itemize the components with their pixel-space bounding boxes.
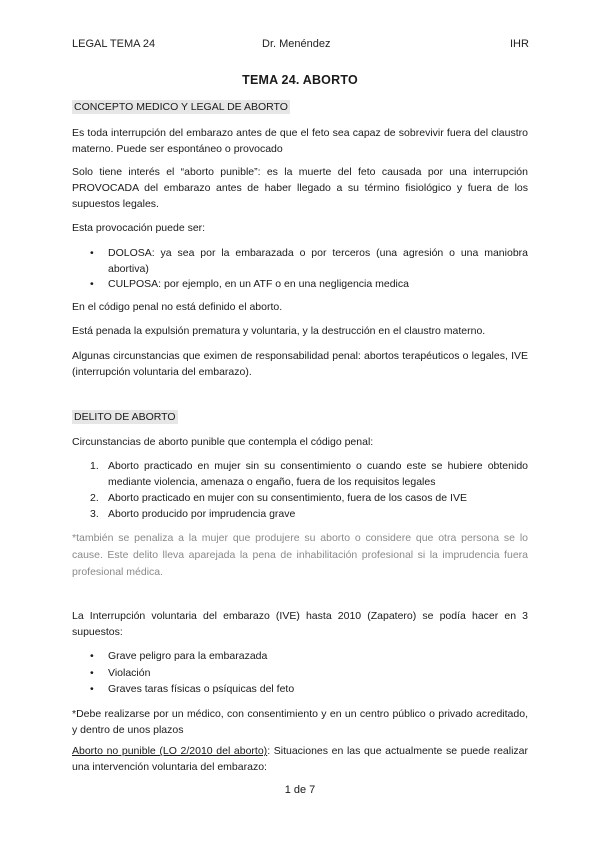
list-number: 3. (90, 508, 99, 520)
paragraph: *Debe realizarse por un médico, con consentimiento y en un centro público o privado acreditado, y dentro de unos plazos (72, 708, 528, 736)
list-item: Violación (108, 667, 151, 679)
section-heading-delito: DELITO DE ABORTO (74, 411, 176, 423)
paragraph: Está penada la expulsión prematura y voluntaria, y la destrucción en el claustro materno. (72, 325, 486, 337)
paragraph: Algunas circunstancias que eximen de responsabilidad penal: abortos terapéuticos o legales, IVE (interrupción voluntaria del embarazo). (72, 350, 528, 378)
list-item: Aborto producido por imprudencia grave (108, 508, 296, 520)
paragraph: La Interrupción voluntaria del embarazo (IVE) hasta 2010 (Zapatero) se podía hacer en 3 supuestos: (72, 610, 528, 638)
list-item: CULPOSA: por ejemplo, en un ATF o en una negligencia medica (108, 278, 409, 290)
bullet-icon: • (90, 667, 94, 679)
aborto-no-punible-heading: Aborto no punible (LO 2/2010 del aborto) (72, 745, 268, 757)
bullet-icon: • (90, 278, 94, 290)
paragraph: En el código penal no está definido el aborto. (72, 301, 283, 313)
paragraph: Solo tiene interés el “aborto punible”: es la muerte del feto causada por una interrupción PROVOCADA del embarazo antes de haber llegado a su término fisiológico y fuera de los supuestos legales. (72, 166, 528, 210)
list-number: 1. (90, 460, 99, 472)
list-item: DOLOSA: ya sea por la embarazada o por terceros (una agresión o una maniobra abortiva) (108, 247, 528, 275)
note-paragraph: *también se penaliza a la mujer que produjere su aborto o considere que otra persona se lo cause. Este delito lleva aparejada la pena de inhabilitación profesional si la imprudencia fuera profesional médica. (72, 532, 528, 578)
bullet-icon: • (90, 247, 94, 259)
bullet-icon: • (90, 683, 94, 695)
header-left: LEGAL TEMA 24 (72, 38, 156, 50)
document-title: TEMA 24. ABORTO (242, 73, 358, 87)
list-item: Grave peligro para la embarazada (108, 650, 268, 662)
paragraph (72, 743, 528, 775)
header-right: IHR (510, 38, 529, 50)
list-number: 2. (90, 492, 99, 504)
paragraph: Esta provocación puede ser: (72, 222, 206, 234)
page-number: 1 de 7 (284, 784, 316, 796)
paragraph-rest: : Situaciones en las que actualmente se puede realizar una intervención voluntaria del embarazo: (72, 745, 528, 773)
paragraph: Es toda interrupción del embarazo antes de que el feto sea capaz de sobrevivir fuera del claustro materno. Puede ser espontáneo o provocado (72, 127, 528, 155)
section-heading-concepto: CONCEPTO MEDICO Y LEGAL DE ABORTO (74, 101, 288, 113)
list-item: Aborto practicado en mujer con su consentimiento, fuera de los casos de IVE (108, 492, 467, 504)
paragraph: Circunstancias de aborto punible que contempla el código penal: (72, 436, 374, 448)
header-center: Dr. Menéndez (262, 38, 331, 50)
list-item: Graves taras físicas o psíquicas del feto (108, 683, 295, 695)
bullet-icon: • (90, 650, 94, 662)
list-item: Aborto practicado en mujer sin su consentimiento o cuando este se hubiere obtenido mediante violencia, amenaza o engaño, fuera de los requisitos legales (108, 460, 528, 488)
